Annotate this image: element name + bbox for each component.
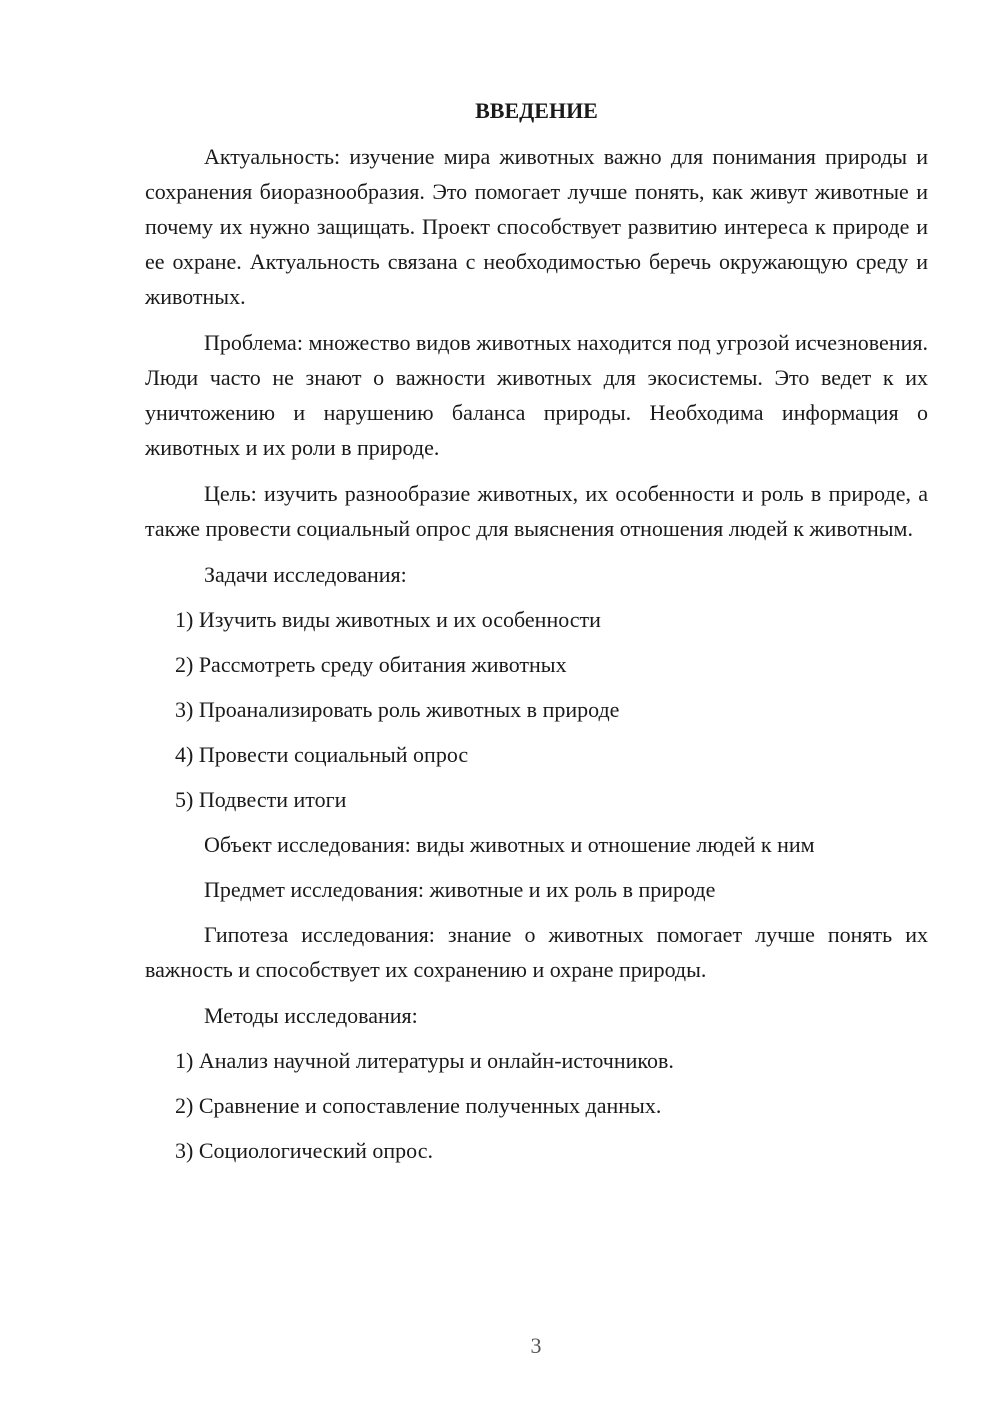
methods-list (145, 1043, 928, 1168)
list-item: 2) Рассмотреть среду обитания животных (175, 652, 567, 677)
list-item: 1) Анализ научной литературы и онлайн-источников. (175, 1048, 674, 1073)
relevance-paragraph: Актуальность: изучение мира животных важно для понимания природы и сохранения биоразнообразия. Это помогает лучше понять, как живут животные и почему их нужно защищать. Проект способствует развитию интереса к природе и ее охране. Актуальность связана с необходимостью беречь окружающую среду и животных. (145, 144, 928, 309)
problem-paragraph: Проблема: множество видов животных находится под угрозой исчезновения. Люди часто не знают о важности животных для экосистемы. Это ведет к их уничтожению и нарушению баланса природы. Необходима информация о животных и их роли в природе. (145, 330, 928, 460)
goal-paragraph: Цель: изучить разнообразие животных, их особенности и роль в природе, а также провести социальный опрос для выяснения отношения людей к животным. (145, 481, 928, 541)
page-content (145, 95, 928, 1178)
list-item: 5) Подвести итоги (175, 787, 347, 812)
research-object: Объект исследования: виды животных и отношение людей к ним (204, 832, 815, 857)
list-item: 1) Изучить виды животных и их особенности (175, 607, 601, 632)
section-title: ВВЕДЕНИЕ (475, 98, 598, 123)
tasks-heading: Задачи исследования: (204, 562, 407, 587)
list-item: 4) Провести социальный опрос (175, 742, 469, 767)
tasks-list (145, 602, 928, 817)
list-item: 3) Проанализировать роль животных в природе (175, 697, 620, 722)
research-subject: Предмет исследования: животные и их роль в природе (204, 877, 716, 902)
page-number: 3 (530, 1333, 542, 1358)
hypothesis-paragraph: Гипотеза исследования: знание о животных помогает лучше понять их важность и способствует их сохранению и охране природы. (145, 922, 928, 982)
methods-heading: Методы исследования: (204, 1003, 418, 1028)
list-item: 2) Сравнение и сопоставление полученных данных. (175, 1093, 662, 1118)
list-item: 3) Социологический опрос. (175, 1138, 433, 1163)
